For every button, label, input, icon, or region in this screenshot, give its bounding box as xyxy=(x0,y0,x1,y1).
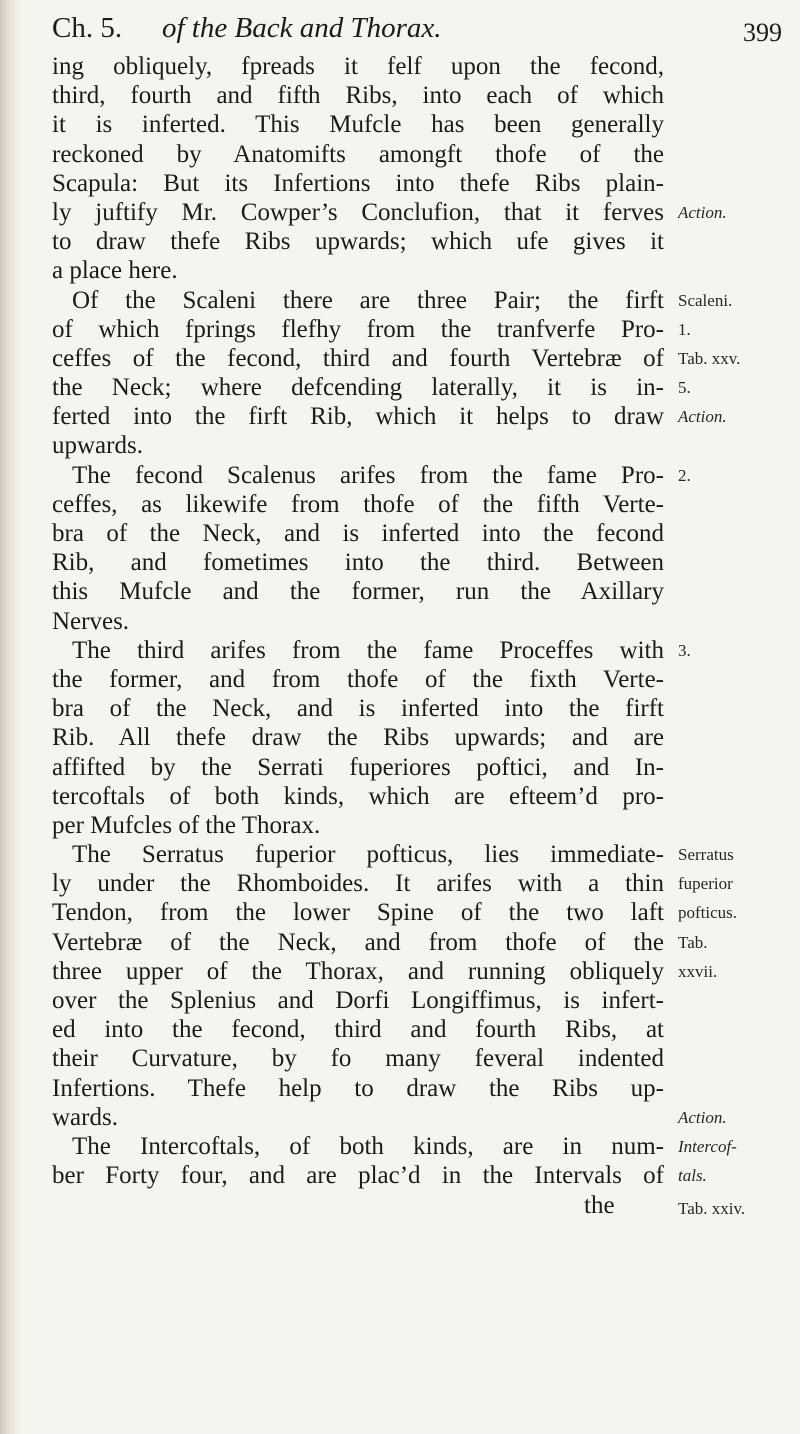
line-text: bra of the Neck, and is inferted into the fecond xyxy=(52,520,664,547)
text-line xyxy=(52,52,672,81)
line-text: ly under the Rhomboides. It arifes with a thin xyxy=(52,870,664,898)
line-text: ed into the fecond, third and fourth Ribs, at xyxy=(52,1016,664,1044)
page-number: 399 xyxy=(743,18,782,47)
text-line xyxy=(52,665,672,694)
line-text: The Intercoftals, of both kinds, are in num- xyxy=(72,1132,664,1160)
line-text: three upper of the Thorax, and running obliquely xyxy=(52,957,664,985)
line-text: ber Forty four, and are plac’d in the Intervals of xyxy=(52,1162,664,1190)
line-text: Rib. All thefe draw the Ribs upwards; and are xyxy=(52,724,664,752)
text-line xyxy=(52,1044,672,1073)
text-line xyxy=(52,519,672,548)
text-line xyxy=(52,431,672,460)
margin-note: xxvii. xyxy=(678,961,718,981)
text-line xyxy=(52,1074,672,1103)
margin-note: 1. xyxy=(678,319,691,339)
margin-note: fuperior xyxy=(678,874,733,894)
chapter-label: Ch. 5. xyxy=(52,12,123,44)
line-text: this Mufcle and the former, run the Axillary xyxy=(52,578,664,606)
running-header xyxy=(52,8,782,52)
text-line xyxy=(52,869,733,898)
text-line xyxy=(52,1161,707,1190)
line-text: to draw thefe Ribs upwards; which ufe gives it xyxy=(52,228,664,256)
page-gutter-shadow xyxy=(0,0,22,1434)
line-text: the former, and from thofe of the fixth Verte- xyxy=(52,665,664,693)
text-line xyxy=(52,315,691,344)
text-line xyxy=(52,81,672,110)
line-text: ceffes of the fecond, third and fourth Vertebræ of xyxy=(52,344,664,372)
text-line xyxy=(52,898,738,927)
line-text: Vertebræ of the Neck, and from thofe of the xyxy=(52,928,664,956)
line-text: Scapula: But its Infertions into thefe Ribs plain- xyxy=(52,169,664,197)
text-line xyxy=(52,753,672,782)
text-line xyxy=(52,957,718,986)
text-line xyxy=(52,548,672,577)
text-line xyxy=(52,782,672,811)
text-line xyxy=(52,1015,672,1044)
margin-note: 2. xyxy=(678,465,691,485)
text-line xyxy=(52,577,672,606)
line-text: their Curvature, by fo many feveral indented xyxy=(52,1045,664,1073)
text-line xyxy=(52,607,672,636)
margin-note: Action. xyxy=(678,202,727,222)
margin-note: Scaleni. xyxy=(678,290,733,310)
body-text xyxy=(52,52,782,1190)
catchword: the xyxy=(584,1192,615,1220)
book-page xyxy=(52,8,782,1222)
text-line xyxy=(52,140,672,169)
line-text: Nerves. xyxy=(52,607,130,635)
line-text: affifted by the Serrati fuperiores poftici, and In- xyxy=(52,753,664,781)
line-text: tercoftals of both kinds, which are efteem’d pro- xyxy=(52,782,664,810)
margin-note: Serratus xyxy=(678,845,734,865)
line-text: The fecond Scalenus arifes from the fame Pro- xyxy=(72,461,664,489)
line-text: over the Splenius and Dorfi Longiffimus, is infert- xyxy=(52,987,664,1014)
margin-note: 3. xyxy=(678,640,691,660)
text-line xyxy=(52,490,672,519)
line-text: third, fourth and fifth Ribs, into each of which xyxy=(52,82,664,110)
line-text: wards. xyxy=(52,1103,118,1131)
line-text: the Neck; where defcending laterally, it is in- xyxy=(52,374,664,402)
text-line xyxy=(52,636,691,665)
text-line xyxy=(52,723,672,752)
line-text: bra of the Neck, and is inferted into the firft xyxy=(52,695,664,723)
line-text: reckoned by Anatomifts amongft thofe of the xyxy=(52,140,664,168)
text-line xyxy=(52,169,672,198)
line-text: Infertions. Thefe help to draw the Ribs up- xyxy=(52,1074,664,1102)
line-text: Rib, and fometimes into the third. Between xyxy=(52,549,664,577)
margin-note: Action. xyxy=(678,1107,727,1127)
text-line xyxy=(52,1103,727,1132)
line-text: ing obliquely, fpreads it felf upon the fecond, xyxy=(52,53,664,80)
text-line xyxy=(52,286,733,315)
margin-note: Tab. xyxy=(678,932,708,952)
text-line xyxy=(52,986,672,1015)
line-text: The Serratus fuperior pofticus, lies immediate- xyxy=(72,841,664,869)
text-line xyxy=(52,402,727,431)
text-line xyxy=(52,227,672,256)
line-text: ceffes, as likewife from thofe of the fifth Verte- xyxy=(52,490,664,518)
text-line xyxy=(52,110,672,139)
line-text: it is inferted. This Mufcle has been generally xyxy=(52,111,664,139)
margin-note-footer: Tab. xxiv. xyxy=(678,1199,746,1219)
text-line xyxy=(52,694,672,723)
margin-note: Action. xyxy=(678,407,727,427)
line-text: a place here. xyxy=(52,257,178,285)
line-text: Of the Scaleni there are three Pair; the firft xyxy=(72,286,664,314)
line-text: per Mufcles of the Thorax. xyxy=(52,811,321,839)
text-line xyxy=(52,344,741,373)
margin-note: Tab. xxv. xyxy=(678,348,741,368)
text-line xyxy=(52,811,672,840)
line-text: The third arifes from the fame Proceffes with xyxy=(72,636,664,664)
margin-note: pofticus. xyxy=(678,903,738,923)
line-text: Tendon, from the lower Spine of the two laft xyxy=(52,899,664,927)
page-footer xyxy=(52,1190,782,1222)
text-line xyxy=(52,928,708,957)
running-title: of the Back and Thorax. xyxy=(162,12,442,44)
line-text: upwards. xyxy=(52,432,143,460)
line-text: ferted into the firft Rib, which it helps to draw xyxy=(52,403,664,431)
margin-note: tals. xyxy=(678,1166,707,1186)
margin-note: Intercof- xyxy=(678,1136,737,1156)
margin-note: 5. xyxy=(678,378,691,398)
line-text: ly juftify Mr. Cowper’s Conclufion, that it ferves xyxy=(52,198,664,226)
text-line xyxy=(52,840,734,869)
text-line xyxy=(52,198,727,227)
text-line xyxy=(52,461,691,490)
text-line xyxy=(52,373,691,402)
text-line xyxy=(52,256,672,285)
text-line xyxy=(52,1132,737,1161)
line-text: of which fprings flefhy from the tranfverfe Pro- xyxy=(52,315,664,343)
